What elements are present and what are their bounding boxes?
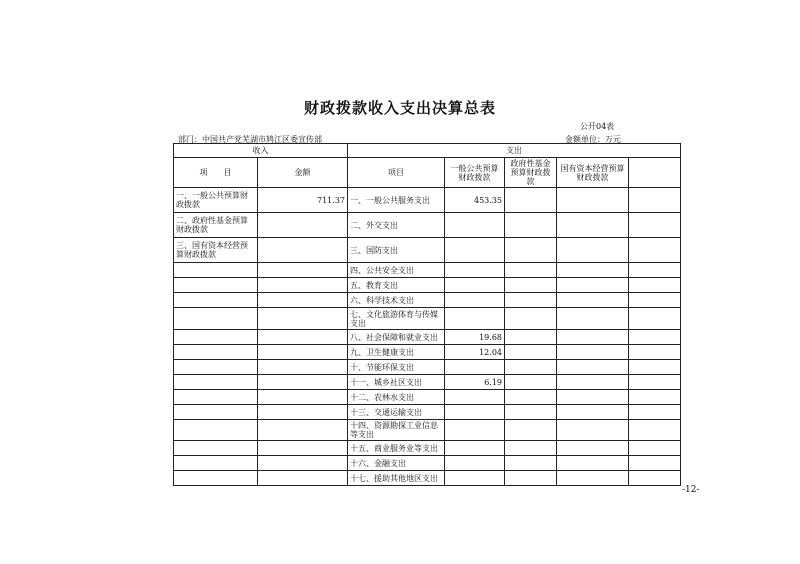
income-item: 二、政府性基金预算财政拨款 <box>174 213 258 238</box>
general-budget-value <box>445 238 505 263</box>
expense-item: 七、文化旅游体育与传媒支出 <box>348 308 445 330</box>
income-item: 一、一般公共预算财政拨款 <box>174 188 258 213</box>
table-row <box>174 278 681 293</box>
income-item-header: 项 目 <box>174 158 258 188</box>
income-amount <box>258 213 348 238</box>
expense-item: 十二、农林水支出 <box>348 390 445 405</box>
expense-item: 十七、援助其他地区支出 <box>348 471 445 486</box>
form-number: 公开04表 <box>580 122 615 131</box>
table-row <box>174 213 681 238</box>
general-budget-value <box>445 456 505 471</box>
expense-item: 九、卫生健康支出 <box>348 345 445 360</box>
expense-item: 五、教育支出 <box>348 278 445 293</box>
table-row <box>174 471 681 486</box>
expense-item: 一、一般公共服务支出 <box>348 188 445 213</box>
table-row <box>174 375 681 390</box>
expense-item: 十六、金融支出 <box>348 456 445 471</box>
expense-header: 支出 <box>348 144 681 158</box>
expense-item: 八、社会保障和就业支出 <box>348 330 445 345</box>
expense-item: 四、公共安全支出 <box>348 263 445 278</box>
general-budget-value <box>445 278 505 293</box>
income-amount: 711.37 <box>258 188 348 213</box>
table-row <box>174 360 681 375</box>
income-header: 收入 <box>174 144 348 158</box>
table-row <box>174 238 681 263</box>
state-capital-header: 国有资本经营预算财政拨款 <box>557 158 629 188</box>
table-row <box>174 293 681 308</box>
table-row <box>174 188 681 213</box>
expense-item: 十四、资源勘探工业信息等支出 <box>348 420 445 441</box>
general-budget-value <box>445 213 505 238</box>
general-budget-value <box>445 263 505 278</box>
unit-label: 金额单位：万元 <box>565 135 621 144</box>
general-budget-value: 19.68 <box>445 330 505 345</box>
general-budget-value <box>445 420 505 441</box>
expense-item: 二、外交支出 <box>348 213 445 238</box>
general-budget-header: 一般公共预算财政拨款 <box>445 158 505 188</box>
table-row <box>174 405 681 420</box>
income-amount-header: 金额 <box>258 158 348 188</box>
gov-fund-header: 政府性基金预算财政拨款 <box>505 158 557 188</box>
income-amount <box>258 238 348 263</box>
expense-item: 十五、商业服务业等支出 <box>348 441 445 456</box>
income-item: 三、国有资本经营预算财政拨款 <box>174 238 258 263</box>
general-budget-value <box>445 390 505 405</box>
expense-item: 十一、城乡社区支出 <box>348 375 445 390</box>
expense-item: 六、科学技术支出 <box>348 293 445 308</box>
table-row <box>174 263 681 278</box>
table-row <box>174 345 681 360</box>
expense-item: 十三、交通运输支出 <box>348 405 445 420</box>
table-row <box>174 441 681 456</box>
general-budget-value: 453.35 <box>445 188 505 213</box>
table-row <box>174 420 681 441</box>
general-budget-value <box>445 308 505 330</box>
general-budget-value <box>445 441 505 456</box>
department-label: 部门：中国共产党芜湖市鸠江区委宣传部 <box>178 135 322 144</box>
table-row <box>174 456 681 471</box>
general-budget-value <box>445 360 505 375</box>
general-budget-value <box>445 293 505 308</box>
table-row <box>174 390 681 405</box>
general-budget-value <box>445 471 505 486</box>
blank-header-cell <box>629 158 681 188</box>
general-budget-value <box>445 405 505 420</box>
expense-item-header: 项目 <box>348 158 445 188</box>
general-budget-value: 6.19 <box>445 375 505 390</box>
table-row <box>174 308 681 330</box>
summary-table <box>173 143 681 486</box>
expense-item: 十、节能环保支出 <box>348 360 445 375</box>
expense-item: 三、国防支出 <box>348 238 445 263</box>
page-number: -12- <box>682 485 700 495</box>
general-budget-value: 12.04 <box>445 345 505 360</box>
table-row <box>174 330 681 345</box>
report-title: 财政拨款收入支出决算总表 <box>303 99 496 117</box>
